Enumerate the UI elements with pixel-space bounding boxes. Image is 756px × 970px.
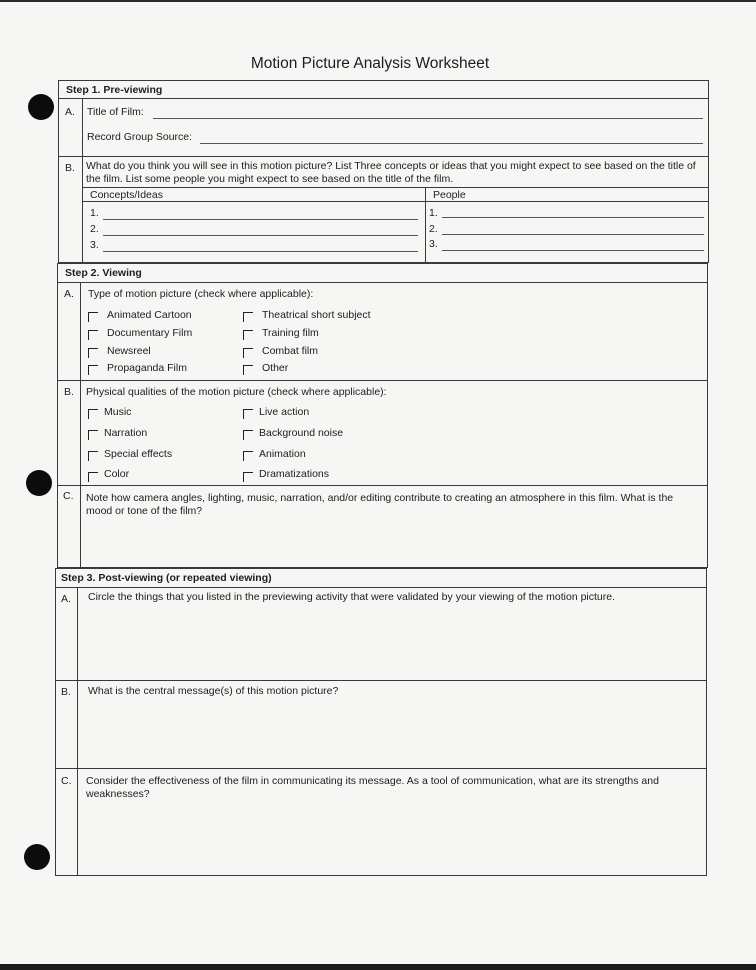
people-field-2[interactable] [442,234,704,235]
step3-b-answer-area[interactable] [79,702,705,766]
quality-dramatizations: Dramatizations [259,468,330,480]
step1-b-prompt: What do you think you will see in this motion picture? List Three concepts or ideas that you might expect to see based on the title of the film. List some people you might expect to see based on the title of the film. [86,160,696,185]
quality-live-action: Live action [259,406,310,418]
people-number-2: 2. [429,223,438,235]
quality-background-noise: Background noise [259,427,344,439]
checkbox-background-noise[interactable] [243,430,253,440]
record-group-source-label: Record Group Source: [87,131,193,143]
concept-field-3[interactable] [103,251,418,252]
punch-hole-bottom [24,844,50,870]
type-theatrical-short-subject: Theatrical short subject [262,309,371,321]
step3-a-prompt: Circle the things that you listed in the previewing activity that were validated by your viewing of the motion picture. [88,591,616,603]
type-training-film: Training film [262,327,319,339]
step2-c-letter: C. [63,490,74,502]
checkbox-music[interactable] [88,409,98,419]
worksheet-title: Motion Picture Analysis Worksheet [250,55,490,72]
people-field-3[interactable] [442,250,704,251]
scan-edge-top [0,0,756,2]
checkbox-newsreel[interactable] [88,348,98,358]
step3-c-answer-area[interactable] [79,806,705,874]
checkbox-training-film[interactable] [243,330,253,340]
type-propaganda-film: Propaganda Film [107,362,187,374]
checkbox-special-effects[interactable] [88,451,98,461]
scan-edge-bottom [0,964,756,970]
step2-c-answer-area[interactable] [82,522,706,566]
concept-field-2[interactable] [103,235,418,236]
checkbox-propaganda-film[interactable] [88,365,98,375]
step2-heading: Step 2. Viewing [65,267,142,279]
checkbox-dramatizations[interactable] [243,472,253,482]
checkbox-other[interactable] [243,365,253,375]
step3-heading: Step 3. Post-viewing (or repeated viewing) [61,572,272,584]
step1-b-letter: B. [65,162,75,174]
concept-number-3: 3. [90,239,99,251]
people-field-1[interactable] [442,217,704,218]
step1-heading: Step 1. Pre-viewing [66,84,163,96]
step3-c-prompt: Consider the effectiveness of the film in communicating its message. As a tool of communication, what are its strengths and weaknesses? [86,775,659,800]
step2-a-prompt: Type of motion picture (check where applicable): [88,288,314,300]
checkbox-combat-film[interactable] [243,348,253,358]
people-number-1: 1. [429,207,438,219]
step2-a-letter: A. [64,288,74,300]
checkbox-animated-cartoon[interactable] [88,312,98,322]
quality-color: Color [104,468,130,480]
quality-music: Music [104,406,132,418]
step3-a-letter: A. [61,593,71,605]
concept-number-2: 2. [90,223,99,235]
step3-c-letter: C. [61,775,72,787]
title-of-film-field[interactable] [153,118,703,119]
punch-hole-top [28,94,54,120]
step2-b-prompt: Physical qualities of the motion picture (check where applicable): [86,386,387,398]
concept-number-1: 1. [90,207,99,219]
checkbox-color[interactable] [88,472,98,482]
type-newsreel: Newsreel [107,345,151,357]
type-documentary-film: Documentary Film [107,327,193,339]
step3-a-answer-area[interactable] [79,608,705,678]
checkbox-documentary-film[interactable] [88,330,98,340]
quality-special-effects: Special effects [104,448,173,460]
title-of-film-label: Title of Film: [87,106,144,118]
quality-narration: Narration [104,427,148,439]
type-other: Other [262,362,289,374]
people-header: People [433,189,466,201]
step2-b-letter: B. [64,386,74,398]
checkbox-theatrical-short-subject[interactable] [243,312,253,322]
checkbox-narration[interactable] [88,430,98,440]
record-group-source-field[interactable] [200,143,703,144]
people-number-3: 3. [429,238,438,250]
type-combat-film: Combat film [262,345,319,357]
concepts-header: Concepts/Ideas [90,189,163,201]
type-animated-cartoon: Animated Cartoon [107,309,192,321]
step2-c-prompt: Note how camera angles, lighting, music, narration, and/or editing contribute to creating an atmosphere in this film. What is the mood or tone of the film? [86,492,674,517]
quality-animation: Animation [259,448,306,460]
checkbox-animation[interactable] [243,451,253,461]
step3-b-letter: B. [61,686,71,698]
checkbox-live-action[interactable] [243,409,253,419]
step3-b-prompt: What is the central message(s) of this motion picture? [88,685,339,697]
step1-a-letter: A. [65,106,75,118]
punch-hole-middle [26,470,52,496]
concept-field-1[interactable] [103,219,418,220]
